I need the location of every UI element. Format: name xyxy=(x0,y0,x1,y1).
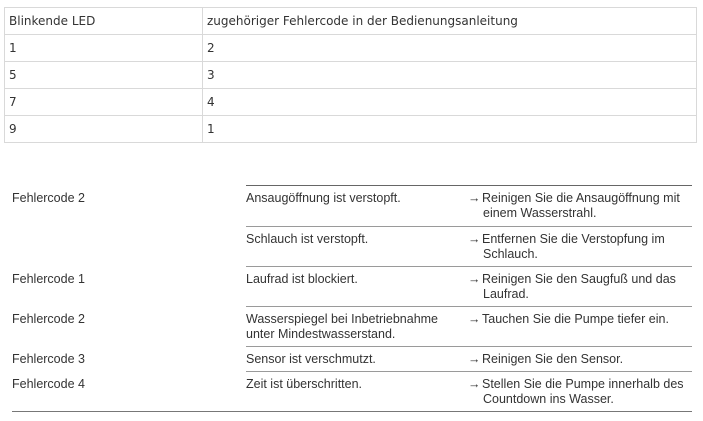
code-cell: 3 xyxy=(203,62,697,89)
table-rule xyxy=(246,371,692,372)
cause-text: Sensor ist verschmutzt. xyxy=(246,352,376,366)
cause-text: Ansaugöffnung ist verstopft. xyxy=(246,191,401,205)
error-code-label: Fehlercode 1 xyxy=(12,272,85,286)
led-cell: 5 xyxy=(5,62,203,89)
error-code-label: Fehlercode 3 xyxy=(12,352,85,366)
cause-text: Laufrad ist blockiert. xyxy=(246,272,358,286)
table-rule xyxy=(246,306,692,307)
table-rule xyxy=(246,185,692,186)
error-code-label: Fehlercode 2 xyxy=(12,312,85,326)
cause-text: Wasserspiegel bei Inbetriebnahme unter Mindestwasserstand. xyxy=(246,312,439,341)
error-code-label: Fehlercode 4 xyxy=(12,377,85,391)
arrow-right-icon: → xyxy=(468,232,481,246)
arrow-right-icon: → xyxy=(468,377,481,391)
header-blinking-led: Blinkende LED xyxy=(5,8,203,35)
remedy-text: → Reinigen Sie die Ansaugöffnung mit einem Wasserstrahl. xyxy=(468,191,680,220)
arrow-right-icon: → xyxy=(468,272,481,286)
code-cell: 4 xyxy=(203,89,697,116)
led-cell: 9 xyxy=(5,116,203,143)
code-cell: 1 xyxy=(203,116,697,143)
remedy-text: → Reinigen Sie den Sensor. xyxy=(468,352,624,366)
remedy-text: → Reinigen Sie den Saugfuß und das Laufrad. xyxy=(468,272,676,301)
remedy-text: → Stellen Sie die Pumpe innerhalb des Countdown ins Wasser. xyxy=(468,377,684,406)
error-code-label: Fehlercode 2 xyxy=(12,191,85,205)
table-rule xyxy=(246,266,692,267)
led-cell: 7 xyxy=(5,89,203,116)
arrow-right-icon: → xyxy=(468,312,481,326)
table-rule xyxy=(246,226,692,227)
table-rule xyxy=(246,346,692,347)
cause-text: Zeit ist überschritten. xyxy=(246,377,363,391)
remedy-text: → Tauchen Sie die Pumpe tiefer ein. xyxy=(468,312,669,326)
table-rule-bottom xyxy=(12,411,692,412)
cause-text: Schlauch ist verstopft. xyxy=(246,232,369,246)
code-cell: 2 xyxy=(203,35,697,62)
arrow-right-icon: → xyxy=(468,191,481,205)
remedy-text: → Entfernen Sie die Verstopfung im Schlauch. xyxy=(468,232,665,261)
arrow-right-icon: → xyxy=(468,352,481,366)
led-cell: 1 xyxy=(5,35,203,62)
header-error-code: zugehöriger Fehlercode in der Bedienungsanleitung xyxy=(203,8,697,35)
